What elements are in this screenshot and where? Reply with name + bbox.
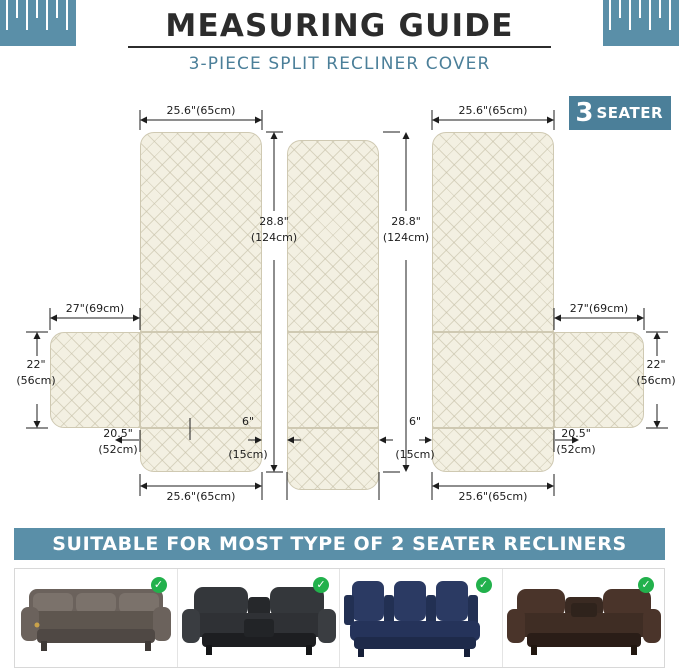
check-icon: ✓ [476,577,492,593]
dim-mid-right-height-cm: (124cm) [382,231,430,244]
dim-bottom-right-width: 25.6"(65cm) [458,490,528,503]
recliner-thumb-2 [177,569,340,667]
dim-right-seat-width-cm: (52cm) [556,443,596,456]
header [0,0,679,88]
title-divider [128,46,551,48]
dim-left-gap-cm: (15cm) [228,448,268,461]
dim-left-seat-width-cm: (52cm) [98,443,138,456]
seater-badge-label: SEATER [596,104,663,122]
dim-left-seat-width-in: 20.5" [103,427,133,440]
dim-mid-left-height-cm: (124cm) [250,231,298,244]
check-icon: ✓ [638,577,654,593]
dim-right-gap-in: 6" [408,415,422,428]
recliner-thumb-1 [15,569,177,667]
dim-top-right-width: 25.6"(65cm) [458,104,528,117]
check-icon: ✓ [313,577,329,593]
suitable-banner [14,528,665,560]
dim-left-gap-in: 6" [241,415,255,428]
compatible-recliners-gallery [14,568,665,668]
recliner-thumb-3 [339,569,502,667]
page-subtitle: 3-PIECE SPLIT RECLINER COVER [188,54,491,74]
dim-left-height-cm: (56cm) [16,374,56,387]
dim-right-gap-cm: (15cm) [395,448,435,461]
dim-right-height-cm: (56cm) [636,374,676,387]
dim-right-seat-width-in: 20.5" [561,427,591,440]
dim-left-height-in: 22" [26,358,46,371]
dim-bottom-left-width: 25.6"(65cm) [166,490,236,503]
dim-right-arm-width: 27"(69cm) [569,302,629,315]
seater-badge-number: 3 [575,98,594,128]
dim-mid-left-height-in: 28.8" [259,215,289,228]
measurement-diagram [0,100,679,520]
dim-right-height-in: 22" [646,358,666,371]
check-icon: ✓ [151,577,167,593]
dim-left-arm-width: 27"(69cm) [65,302,125,315]
dim-top-left-width: 25.6"(65cm) [166,104,236,117]
dim-mid-right-height-in: 28.8" [391,215,421,228]
page-title: MEASURING GUIDE [165,8,514,44]
suitable-banner-text: SUITABLE FOR MOST TYPE OF 2 SEATER RECLINERS [52,533,627,555]
recliner-thumb-4 [502,569,665,667]
